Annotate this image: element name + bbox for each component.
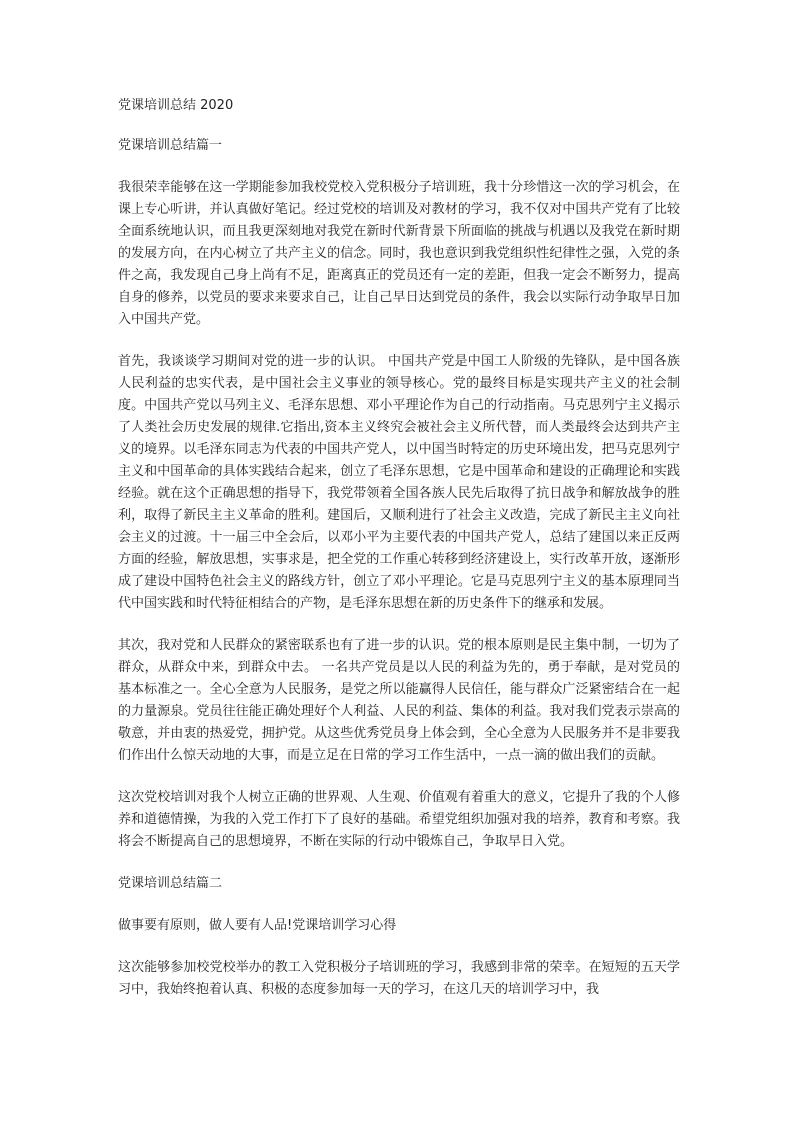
paragraph-2: 首先，我谈谈学习期间对党的进一步的认识。 中国共产党是中国工人阶级的先锋队，是中国各族人民利益的忠实代表，是中国社会主义事业的领导核心。党的最终目标是实现共产主义的社会制度。中国共产党以马列主义、毛泽东思想、邓小平理论作为自己的行动指南。马克思列宁主义揭示了人类社会历史发展的规律.它指出,资本主义终究会被社会主义所代替，而人类最终会达到共产主义的境界。以毛泽东同志为代表的中国共产党人，以中国当时特定的历史环境出发，把马克思列宁主义和中国革命的具体实践结合起来，创立了毛泽东思想，它是中国革命和建设的正确理论和实践经验。就在这个正确思想的指导下，我党带领着全国各族人民先后取得了抗日战争和解放战争的胜利，取得了新民主主义革命的胜利。建国后，又顺利进行了社会主义改造，完成了新民主主义向社会主义的过渡。十一届三中全会后，以邓小平为主要代表的中国共产党人，总结了建国以来正反两方面的经验，解放思想，实事求是，把全党的工作重心转移到经济建设上，实行改革开放，逐渐形成了建设中国特色社会主义的路线方针，创立了邓小平理论。它是马克思列宁主义的基本原理同当代中国实践和时代特征相结合的产物，是毛泽东思想在新的历史条件下的继承和发展。 [118, 354, 680, 611]
paragraph-5: 这次能够参加校党校举办的教工入党积极分子培训班的学习，我感到非常的荣幸。在短短的五天学习中，我始终抱着认真、积极的态度参加每一天的学习，在这几天的培训学习中，我 [118, 960, 680, 997]
section-heading-2: 党课培训总结篇二 [118, 876, 223, 891]
section-subheading: 做事要有原则，做人要有人品!党课培训学习心得 [118, 918, 397, 933]
paragraph-1: 我很荣幸能够在这一学期能参加我校党校入党积极分子培训班，我十分珍惜这一次的学习机会，在课上专心听讲，并认真做好笔记。经过党校的培训及对教材的学习，我不仅对中国共产党有了比较全面系统地认识，而且我更深刻地对我党在新时代新背景下所面临的挑战与机遇以及我党在新时期的发展方向，在内心树立了共产主义的信念。同时，我也意识到我党组织性纪律性之强，入党的条件之高，我发现自己身上尚有不足，距离真正的党员还有一定的差距，但我一定会不断努力，提高自身的修养，以党员的要求来要求自己，让自己早日达到党员的条件，我会以实际行动争取早日加入中国共产党。 [118, 180, 680, 327]
document-title: 党课培训总结 2020 [118, 98, 234, 113]
paragraph-4: 这次党校培训对我个人树立正确的世界观、人生观、价值观有着重大的意义，它提升了我的个人修养和道德情操，为我的入党工作打下了良好的基础。希望党组织加强对我的培养，教育和考察。我将会不断提高自己的思想境界，不断在实际的行动中锻炼自己，争取早日入党。 [118, 790, 680, 849]
section-heading-1: 党课培训总结篇一 [118, 138, 223, 153]
document-page [118, 95, 680, 1021]
paragraph-3: 其次，我对党和人民群众的紧密联系也有了进一步的认识。党的根本原则是民主集中制，一切为了群众，从群众中来，到群众中去。 一名共产党员是以人民的利益为先的，勇于奉献，是对党员的基本标准之一。全心全意为人民服务，是党之所以能赢得人民信任，能与群众广泛紧密结合在一起的力量源泉。党员往往能正确处理好个人利益、人民的利益、集体的利益。我对我们党表示崇高的敬意，并由衷的热爱党，拥护党。从这些优秀党员身上体会到，全心全意为人民服务并不是非要我们作出什么惊天动地的大事，而是立足在日常的学习工作生活中，一点一滴的做出我们的贡献。 [118, 638, 680, 763]
